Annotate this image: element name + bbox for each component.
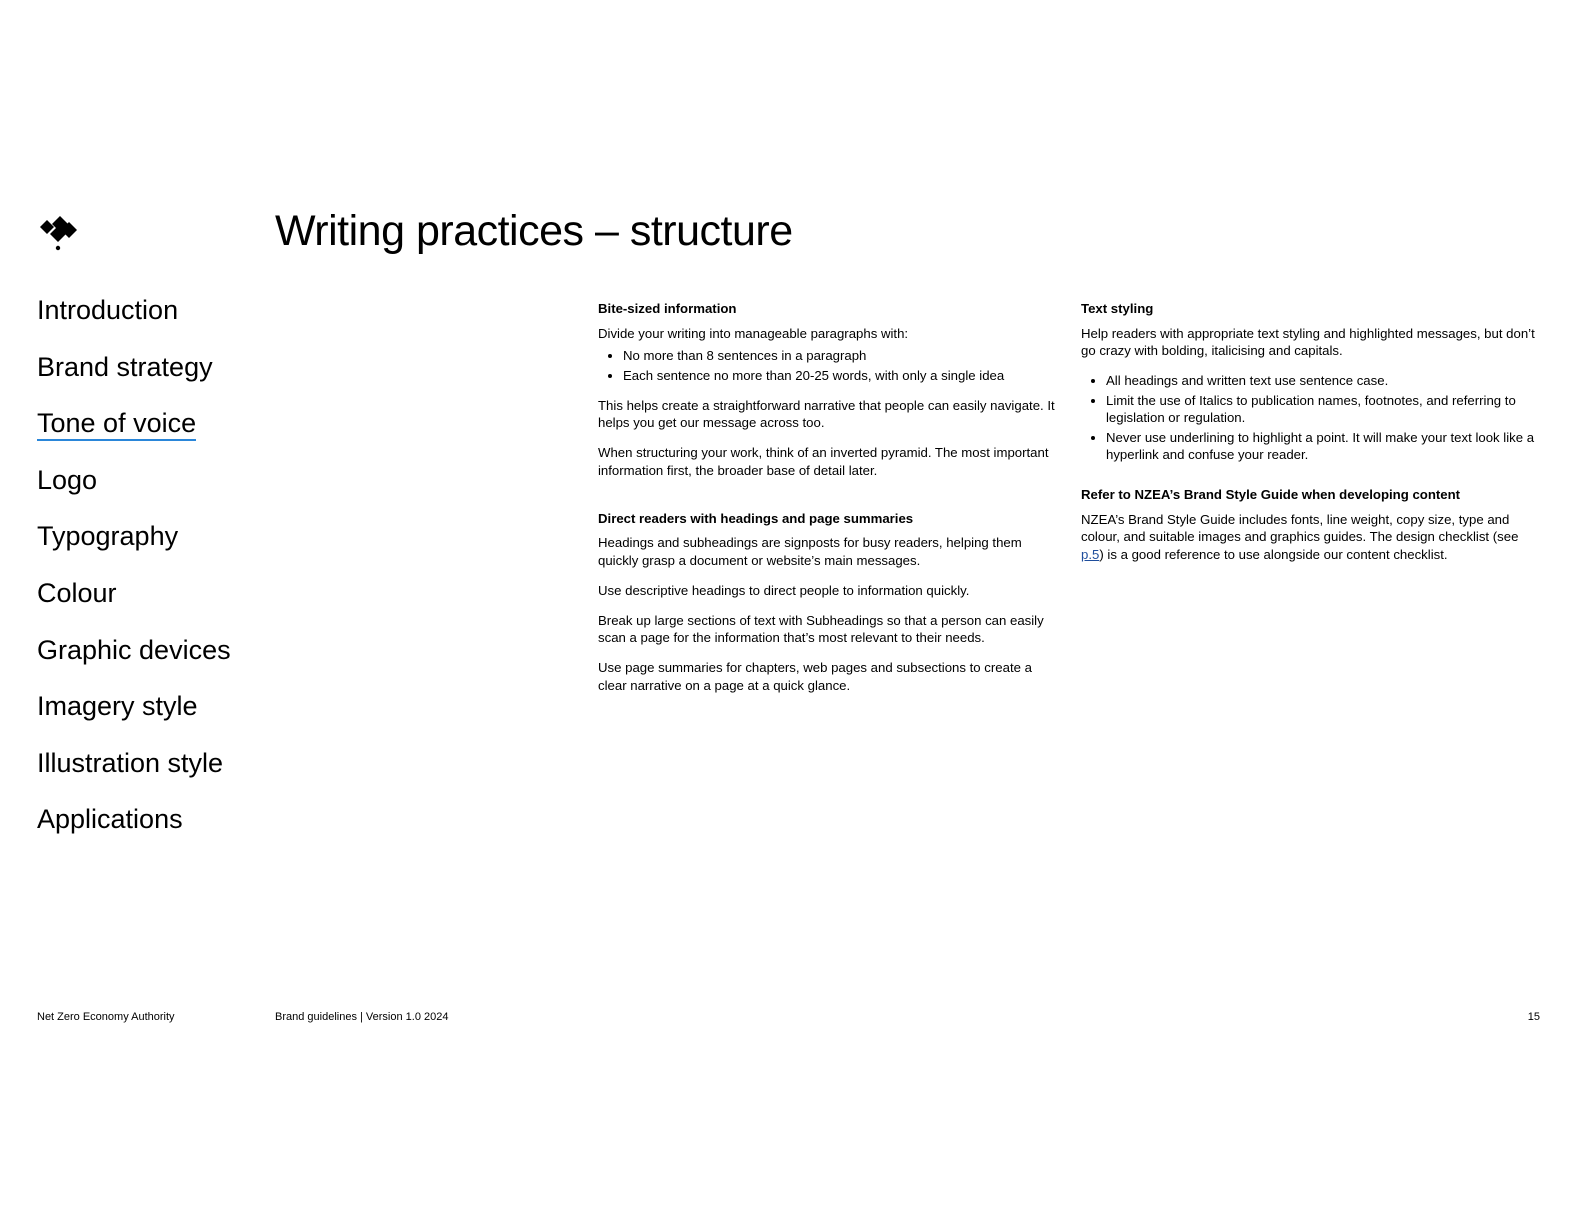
bullet-list	[1081, 372, 1543, 464]
paragraph: Divide your writing into manageable paragraphs with:	[598, 325, 909, 341]
sidebar-item-applications[interactable]	[37, 799, 231, 856]
section-heading-direct-readers: Direct readers with headings and page summaries	[598, 510, 914, 526]
page-link[interactable]: p.5	[1081, 546, 1100, 562]
sidebar-item-typography[interactable]	[37, 516, 231, 573]
list-item: • No more than 8 sentences in a paragraph	[623, 347, 1060, 365]
sidebar-item-graphic-devices[interactable]	[37, 630, 231, 687]
sidebar-item-illustration-style[interactable]	[37, 743, 231, 800]
sidebar-item-label[interactable]: Colour	[37, 577, 117, 608]
sidebar-item-brand-strategy[interactable]	[37, 347, 231, 404]
section-heading-bite-sized: Bite-sized information	[598, 301, 737, 316]
diamond-logo-icon	[36, 216, 80, 252]
sidebar-item-label[interactable]: Tone of voice	[37, 407, 196, 441]
sidebar-item-tone-of-voice[interactable]	[37, 403, 231, 460]
paragraph	[1081, 511, 1543, 564]
list-item: • Each sentence no more than 20-25 words, with only a single idea	[623, 367, 1060, 385]
sidebar-item-introduction[interactable]	[37, 290, 231, 347]
sidebar-item-label[interactable]: Logo	[37, 464, 98, 495]
paragraph: Use descriptive headings to direct people to information quickly.	[598, 582, 970, 598]
content-column-right	[1081, 300, 1543, 576]
sidebar-item-label[interactable]: Illustration style	[37, 747, 224, 778]
paragraph-text: NZEA’s Brand Style Guide includes fonts, line weight, copy size, type and colour, and suitable images and graphics guides. The design checklist (see	[1081, 511, 1519, 544]
sidebar-item-label[interactable]: Imagery style	[37, 691, 198, 722]
paragraph-text: ) is a good reference to use alongside our content checklist.	[1099, 546, 1448, 562]
list-item: • Never use underlining to highlight a point. It will make your text look like a hyperlink and confuse your reader.	[1106, 429, 1543, 464]
footer-organisation: Net Zero Economy Authority	[37, 1011, 175, 1023]
footer-document-title: Brand guidelines | Version 1.0 2024	[275, 1011, 449, 1023]
sidebar-item-label[interactable]: Applications	[37, 804, 183, 835]
sidebar-item-label[interactable]: Brand strategy	[37, 351, 213, 382]
section-heading-refer: Refer to NZEA’s Brand Style Guide when developing content	[1081, 487, 1461, 502]
page-title: Writing practices – structure	[275, 207, 793, 255]
sidebar-item-imagery-style[interactable]	[37, 686, 231, 743]
paragraph: Headings and subheadings are signposts for busy readers, helping them quickly grasp a document or website’s main messages.	[598, 535, 1022, 568]
sidebar-item-colour[interactable]	[37, 573, 231, 630]
sidebar-item-label[interactable]: Introduction	[37, 295, 179, 325]
list-item: • Limit the use of Italics to publication names, footnotes, and referring to legislation or regulation.	[1106, 392, 1543, 427]
sidebar-item-label[interactable]: Typography	[37, 521, 179, 552]
bullet-list	[598, 347, 1060, 384]
sidebar-item-logo[interactable]	[37, 460, 231, 517]
paragraph: Break up large sections of text with Subheadings so that a person can easily scan a page for the information that’s most relevant to their needs.	[598, 612, 1044, 645]
paragraph: When structuring your work, think of an inverted pyramid. The most important information first, the broader base of detail later.	[598, 445, 1049, 478]
page-number: 15	[1527, 1011, 1540, 1023]
section-heading-text-styling: Text styling	[1081, 301, 1154, 316]
paragraph: Use page summaries for chapters, web pages and subsections to create a clear narrative on a page at a quick glance.	[598, 660, 1032, 693]
sidebar-item-label[interactable]: Graphic devices	[37, 634, 231, 665]
paragraph: This helps create a straightforward narrative that people can easily navigate. It helps you get our message across too.	[598, 397, 1055, 430]
sidebar-nav	[37, 290, 231, 856]
content-column-left	[598, 300, 1060, 707]
list-item: • All headings and written text use sentence case.	[1106, 372, 1543, 390]
paragraph: Help readers with appropriate text styling and highlighted messages, but don’t go crazy with bolding, italicising and capitals.	[1081, 325, 1535, 358]
